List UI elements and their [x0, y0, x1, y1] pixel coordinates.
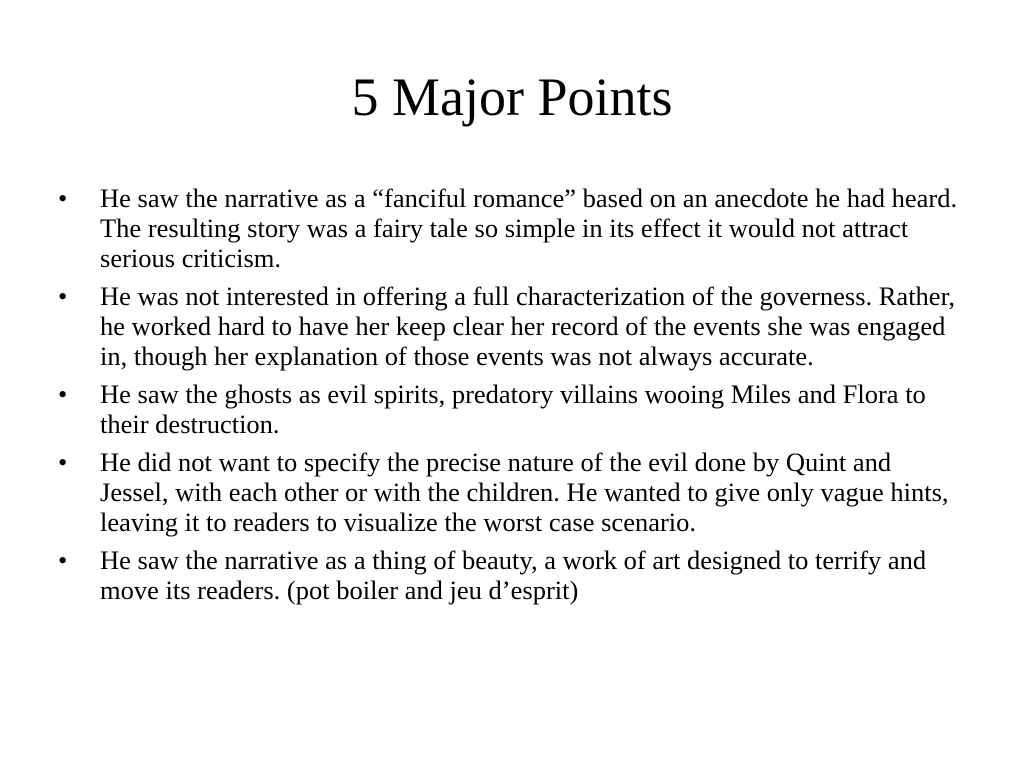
bullet-text: He did not want to specify the precise nature of the evil done by Quint and Jessel, with each other or with the children. He wanted to give only vague hints, leaving it to readers to visualize the worst case scenario.: [100, 447, 949, 537]
bullet-item-2: [58, 281, 958, 371]
bullet-text: He was not interested in offering a full characterization of the governess. Rather, he worked hard to have her keep clear her record of the events she was engaged in, though her explanation of those events was not always accurate.: [100, 281, 955, 371]
bullet-icon: •: [58, 281, 68, 311]
bullet-item-3: [58, 379, 958, 439]
bullet-icon: •: [58, 447, 68, 477]
bullet-item-1: [58, 183, 958, 273]
bullet-icon: •: [58, 379, 68, 409]
bullet-icon: •: [58, 183, 68, 213]
bullet-text: He saw the narrative as a thing of beauty, a work of art designed to terrify and move its readers. (pot boiler and jeu d’esprit): [100, 545, 927, 605]
bullet-item-4: [58, 447, 958, 537]
bullet-text: He saw the narrative as a “fanciful romance” based on an anecdote he had heard. The resulting story was a fairy tale so simple in its effect it would not attract serious criticism.: [100, 183, 958, 273]
bullet-text: He saw the ghosts as evil spirits, predatory villains wooing Miles and Flora to their destruction.: [100, 379, 926, 439]
bullet-icon: •: [58, 545, 68, 575]
slide-title: 5 Major Points: [351, 67, 673, 127]
bullet-list: [58, 183, 958, 613]
bullet-item-5: [58, 545, 958, 605]
